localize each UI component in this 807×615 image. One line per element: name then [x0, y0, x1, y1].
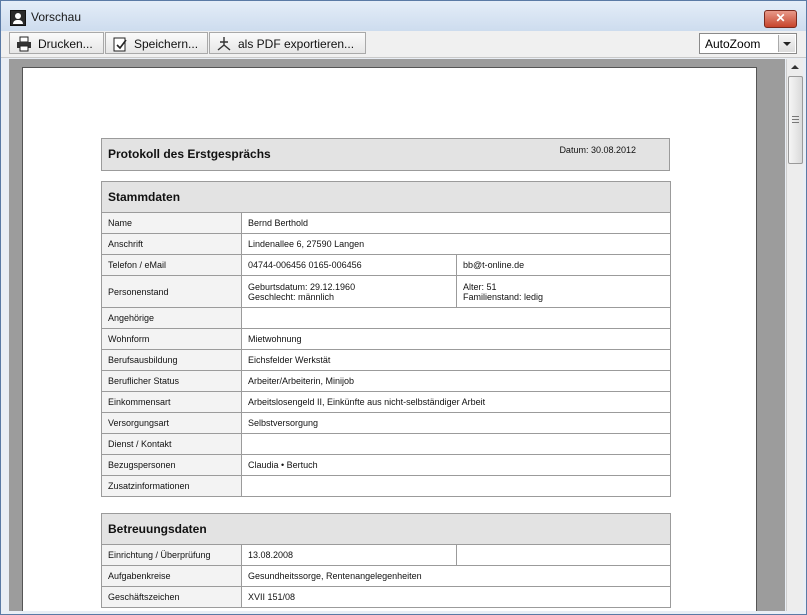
table-row: [102, 371, 671, 392]
row-label: Angehörige: [102, 308, 242, 329]
table-row: [102, 350, 671, 371]
print-button[interactable]: [9, 32, 104, 54]
row-value-email: bb@t-online.de: [457, 255, 671, 276]
table-row: [102, 566, 671, 587]
row-value: [242, 308, 671, 329]
print-label: Drucken...: [38, 37, 93, 51]
row-label: Berufsausbildung: [102, 350, 242, 371]
table-row: [102, 413, 671, 434]
table-row: [102, 392, 671, 413]
chevron-down-icon[interactable]: [778, 35, 795, 52]
zoom-value: AutoZoom: [705, 37, 761, 51]
close-button[interactable]: ✕: [764, 10, 797, 28]
table-row: [102, 587, 671, 608]
row-label: Telefon / eMail: [102, 255, 242, 276]
window-title: Vorschau: [31, 10, 82, 24]
row-label: Name: [102, 213, 242, 234]
document-header-cell: [102, 139, 670, 171]
zoom-select[interactable]: [699, 33, 797, 54]
document-date: Datum: 30.08.2012: [559, 145, 636, 155]
betreuungsdaten-heading: Betreuungsdaten: [108, 521, 207, 536]
row-value: Lindenallee 6, 27590 Langen: [242, 234, 671, 255]
toolbar: [1, 31, 806, 58]
save-label: Speichern...: [134, 37, 199, 51]
table-row: [102, 476, 671, 497]
save-icon: [112, 36, 128, 52]
stammdaten-table: [101, 181, 671, 497]
row-value: Mietwohnung: [242, 329, 671, 350]
row-value: Arbeiter/Arbeiterin, Minijob: [242, 371, 671, 392]
row-value: 04744-006456 0165-006456: [242, 255, 457, 276]
row-value: Bernd Berthold: [242, 213, 671, 234]
betreuungsdaten-table: [101, 513, 671, 608]
row-label: Dienst / Kontakt: [102, 434, 242, 455]
row-label: Anschrift: [102, 234, 242, 255]
document-header: [101, 138, 670, 171]
row-label: Einrichtung / Überprüfung: [102, 545, 242, 566]
title-bar[interactable]: [1, 1, 806, 31]
row-label: Beruflicher Status: [102, 371, 242, 392]
row-value: Selbstversorgung: [242, 413, 671, 434]
table-row: [102, 276, 671, 308]
table-row: [102, 255, 671, 276]
document-title: Protokoll des Erstgesprächs: [108, 147, 271, 161]
row-label: Personenstand: [102, 276, 242, 308]
row-label: Wohnform: [102, 329, 242, 350]
age-text: Alter: 51: [463, 281, 497, 292]
export-pdf-button[interactable]: [209, 32, 366, 54]
document-page: [22, 67, 757, 611]
row-value: XVII 151/08: [242, 587, 671, 608]
export-pdf-label: als PDF exportieren...: [238, 37, 355, 51]
row-value: Arbeitslosengeld II, Einkünfte aus nicht-selbständiger Arbeit: [242, 392, 671, 413]
row-label: Einkommensart: [102, 392, 242, 413]
stammdaten-heading: Stammdaten: [108, 189, 181, 204]
row-value: [242, 476, 671, 497]
row-value: [242, 434, 671, 455]
scroll-up-icon[interactable]: [787, 59, 803, 75]
row-value: Gesundheitssorge, Rentenangelegenheiten: [242, 566, 671, 587]
row-value: Eichsfelder Werkstät: [242, 350, 671, 371]
table-row: [102, 434, 671, 455]
row-label: Versorgungsart: [102, 413, 242, 434]
vertical-scrollbar[interactable]: [786, 59, 803, 611]
birthdate-text: Geburtsdatum: 29.12.1960: [248, 281, 356, 292]
preview-viewport[interactable]: [9, 59, 785, 611]
pdf-icon: [216, 36, 232, 52]
row-label: Geschäftszeichen: [102, 587, 242, 608]
save-button[interactable]: [105, 32, 208, 54]
row-label: Aufgabenkreise: [102, 566, 242, 587]
marital-status-text: Familienstand: ledig: [463, 291, 544, 302]
table-row: [102, 234, 671, 255]
row-value: [457, 276, 671, 308]
user-icon: [10, 10, 26, 26]
row-label: Bezugspersonen: [102, 455, 242, 476]
table-row: [102, 329, 671, 350]
table-row: [102, 545, 671, 566]
row-value-empty: [457, 545, 671, 566]
printer-icon: [16, 36, 32, 52]
row-label: Zusatzinformationen: [102, 476, 242, 497]
gender-text: Geschlecht: männlich: [248, 291, 335, 302]
row-value: [242, 276, 457, 308]
table-row: [102, 455, 671, 476]
scrollbar-thumb[interactable]: [788, 76, 803, 164]
table-row: [102, 308, 671, 329]
table-row: [102, 213, 671, 234]
row-value: Claudia • Bertuch: [242, 455, 671, 476]
row-value: 13.08.2008: [242, 545, 457, 566]
